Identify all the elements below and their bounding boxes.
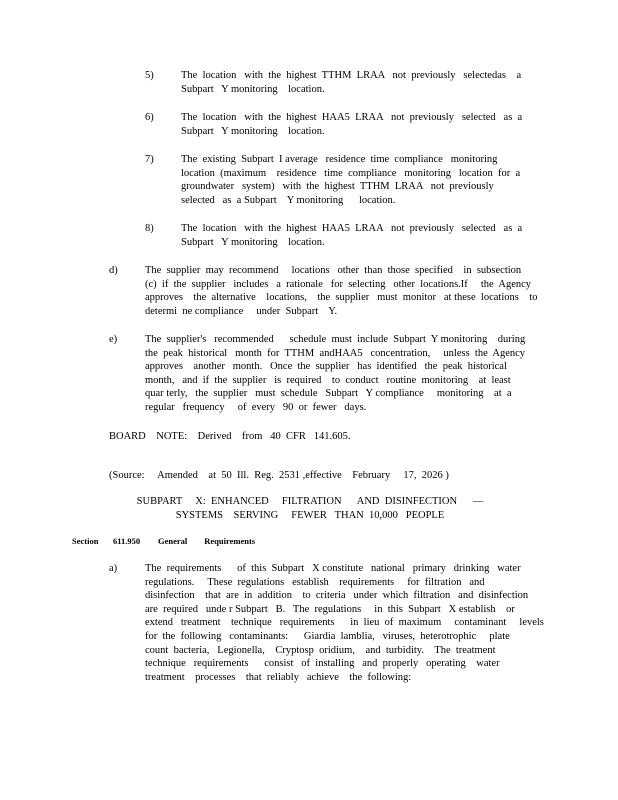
section-title: General Requirements [158, 536, 256, 546]
item-number: 5) [145, 70, 154, 81]
item-text-line: The existing Subpart I average residence time compliance monitoring [181, 154, 498, 165]
paragraph-line: extend treatment technique requirements in lieu of maximum contaminant levels [145, 617, 544, 629]
subpart-heading-line: SYSTEMS SERVING FEWER THAN 10,000 PEOPLE [175, 509, 445, 521]
item-text-line: Subpart Y monitoring location. [181, 125, 325, 137]
paragraph-line: count bacteria, Legionella, Cryptosp oridium, and turbidity. The treatment [145, 644, 496, 656]
item-text-line: Subpart Y monitoring location. [181, 83, 325, 95]
item-text-line: selected as a Subpart Y monitoring location. [181, 194, 396, 206]
paragraph-line: approves another month. Once the supplier has identified the peak historical [145, 361, 507, 373]
paragraph-number: d) [109, 265, 118, 276]
paragraph-number: e) [109, 334, 118, 345]
section-number: 611.950 [113, 536, 141, 546]
paragraph-line: technique requirements consist of installing and properly operating water [145, 658, 500, 670]
paragraph-line: determi ne compliance under Subpart Y. [145, 305, 338, 317]
item-text-line: The location with the highest HAA5 LRAA not previously selected as a [181, 112, 523, 123]
paragraph-line: regulations. These regulations establish requirements for filtration and [145, 576, 485, 588]
section-heading [72, 536, 372, 550]
source-note: (Source: Amended at 50 Ill. Reg. 2531 ,effective February 17, 2026 ) [109, 470, 449, 481]
paragraph-line: for the following contaminants: Giardia lamblia, viruses, heterotrophic plate [145, 630, 510, 642]
paragraph-line: are required unde r Subpart B. The regulations in this Subpart X establish or [145, 603, 515, 615]
subpart-heading [100, 495, 520, 522]
paragraph-line: The supplier's recommended schedule must include Subpart Y monitoring during [145, 334, 526, 345]
paragraph-line: quar terly, the supplier must schedule Subpart Y compliance monitoring at a [145, 388, 512, 400]
paragraph-line: The requirements of this Subpart X constitute national primary drinking water [145, 563, 521, 574]
item-number: 7) [145, 154, 154, 165]
item-text-line: location (maximum residence time compliance monitoring location for a [181, 167, 521, 179]
paragraph-line: approves the alternative locations, the supplier must monitor at these locations to [145, 292, 538, 304]
subpart-heading-line: SUBPART X: ENHANCED FILTRATION AND DISINFECTION — [136, 496, 484, 507]
item-number: 6) [145, 112, 154, 123]
paragraph-line: disinfection that are in addition to criteria under which filtration and disinfection [145, 590, 529, 602]
item-text-line: The location with the highest HAA5 LRAA not previously selected as a [181, 223, 523, 234]
item-text-line: The location with the highest TTHM LRAA not previously selectedas a [181, 70, 522, 81]
item-text-line: groundwater system) with the highest TTHM LRAA not previously [181, 181, 494, 193]
item-text-line: Subpart Y monitoring location. [181, 236, 325, 248]
board-note: BOARD NOTE: Derived from 40 CFR 141.605. [109, 431, 351, 442]
paragraph-line: the peak historical month for TTHM andHAA5 concentration, unless the Agency [145, 347, 526, 359]
paragraph-line: (c) if the supplier includes a rationale for selecting other locations.If the Agency [145, 278, 532, 290]
paragraph-number: a) [109, 563, 118, 574]
item-number: 8) [145, 223, 154, 234]
section-label: Section [72, 536, 99, 546]
paragraph-line: treatment processes that reliably achieve the following: [145, 671, 412, 683]
paragraph-line: month, and if the supplier is required to conduct routine monitoring at least [145, 374, 511, 386]
paragraph-line: regular frequency of every 90 or fewer days. [145, 401, 367, 413]
paragraph-line: The supplier may recommend locations other than those specified in subsection [145, 265, 522, 276]
